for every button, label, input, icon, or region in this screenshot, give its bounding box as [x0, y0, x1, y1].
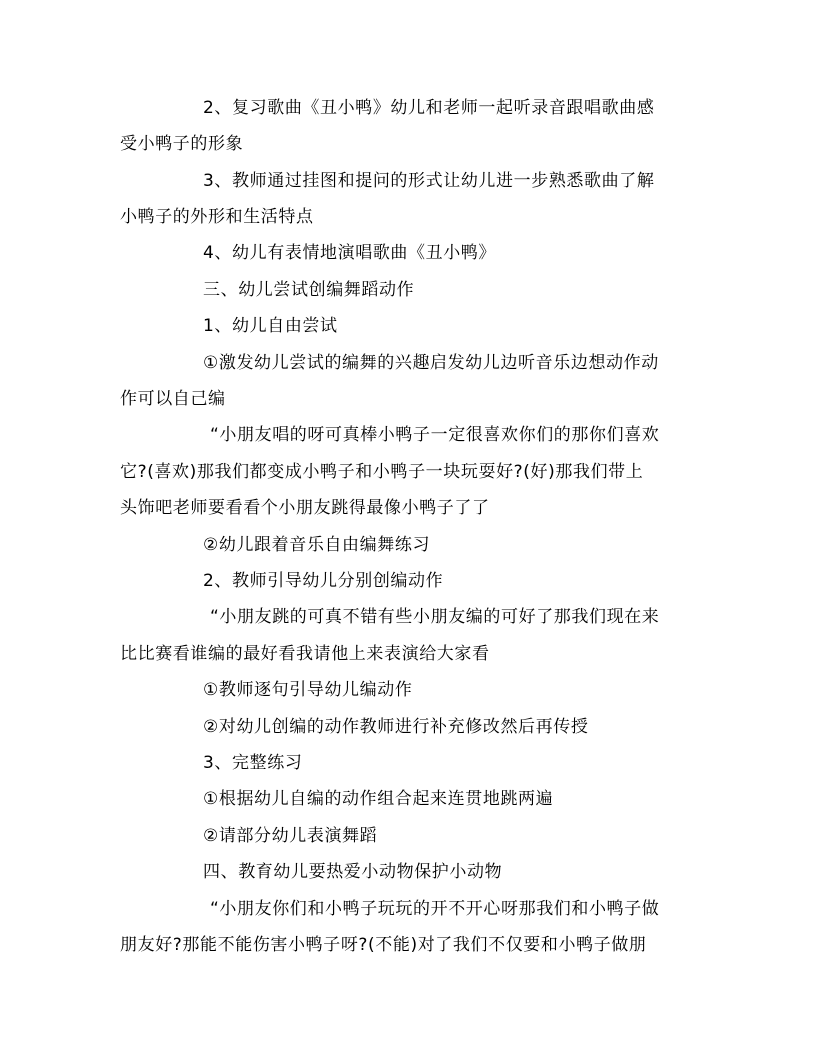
quote-line: “小朋友你们和小鸭子玩玩的开不开心呀那我们和小鸭子做 [210, 899, 660, 919]
paragraph-line: 3、教师通过挂图和提问的形式让幼儿进一步熟悉歌曲了解 [203, 171, 655, 191]
paragraph-line: ②对幼儿创编的动作教师进行补充修改然后再传授 [203, 717, 589, 737]
quote-line: 比比赛看谁编的最好看我请他上来表演给大家看 [120, 644, 490, 664]
subsection-heading: 3、完整练习 [203, 753, 303, 773]
quote-line: “小朋友唱的呀可真棒小鸭子一定很喜欢你们的那你们喜欢 [210, 425, 660, 445]
paragraph-line: 小鸭子的外形和生活特点 [120, 207, 314, 227]
subsection-heading: 2、教师引导幼儿分别创编动作 [203, 571, 444, 591]
paragraph-line: ②幼儿跟着音乐自由编舞练习 [203, 535, 431, 555]
paragraph-line: ②请部分幼儿表演舞蹈 [203, 826, 378, 846]
quote-line: 头饰吧老师要看看个小朋友跳得最像小鸭子了了 [120, 498, 490, 518]
quote-line: 朋友好?那能不能伤害小鸭子呀?(不能)对了我们不仅要和小鸭子做朋 [120, 935, 647, 955]
quote-line: “小朋友跳的可真不错有些小朋友编的可好了那我们现在来 [210, 607, 660, 627]
section-heading: 三、幼儿尝试创编舞蹈动作 [203, 280, 415, 300]
paragraph-line: ①激发幼儿尝试的编舞的兴趣启发幼儿边听音乐边想动作动 [203, 353, 659, 373]
paragraph-line: 受小鸭子的形象 [120, 134, 244, 154]
paragraph-line: 4、幼儿有表情地演唱歌曲《丑小鸭》 [203, 243, 497, 263]
paragraph-line: 作可以自己编 [120, 389, 226, 409]
section-heading: 四、教育幼儿要热爱小动物保护小动物 [203, 862, 503, 882]
subsection-heading: 1、幼儿自由尝试 [203, 316, 338, 336]
paragraph-line: 2、复习歌曲《丑小鸭》幼儿和老师一起听录音跟唱歌曲感 [203, 98, 655, 118]
quote-line: 它?(喜欢)那我们都变成小鸭子和小鸭子一块玩耍好?(好)那我们带上 [120, 462, 644, 482]
paragraph-line: ①根据幼儿自编的动作组合起来连贯地跳两遍 [203, 789, 554, 809]
paragraph-line: ①教师逐句引导幼儿编动作 [203, 680, 413, 700]
